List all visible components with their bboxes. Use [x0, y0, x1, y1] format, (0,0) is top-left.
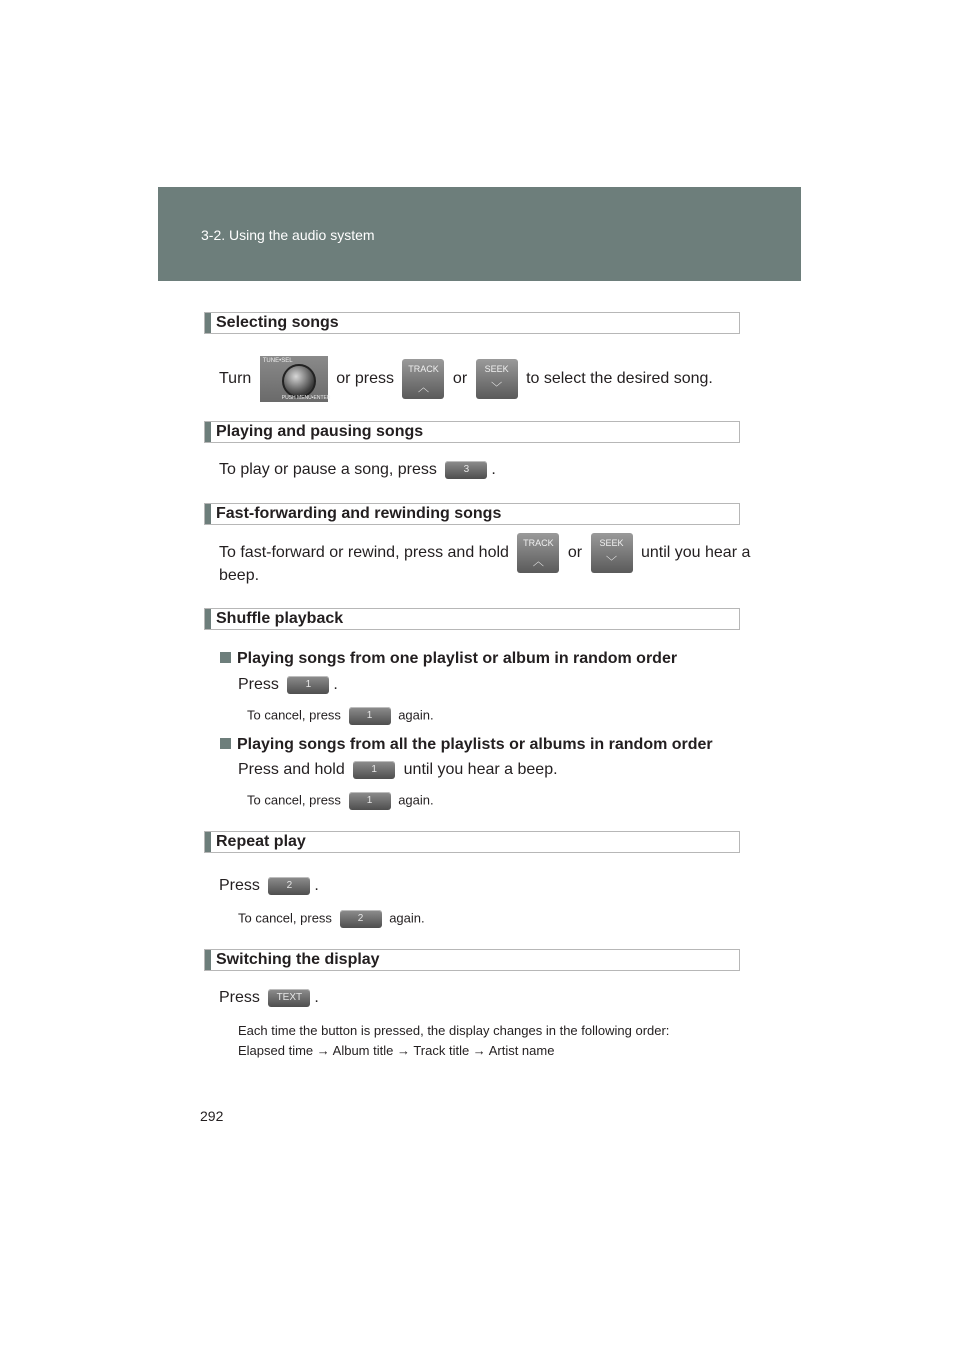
section-shuffle [204, 608, 740, 630]
section-playing-pausing [204, 421, 740, 443]
section-title: Playing and pausing songs [216, 423, 424, 440]
section-title: Switching the display [216, 951, 380, 968]
section-selecting-songs [204, 312, 740, 334]
subheading-all-playlists [220, 736, 713, 754]
instruction-playing [219, 461, 496, 479]
text-ffwd: To fast-forward or rewind, press and hold [219, 544, 509, 562]
key-1-button[interactable]: 1 [287, 676, 329, 694]
note-display-order-2: Elapsed time → Album title → Track title → Artist name [238, 1043, 555, 1058]
section-title: Fast-forwarding and rewinding songs [216, 505, 502, 522]
subheading-text: Playing songs from one playlist or album in random order [237, 650, 678, 667]
square-bullet-icon [220, 652, 231, 663]
seek-label: SEEK [484, 364, 509, 374]
text-until: until you hear a [640, 544, 751, 562]
section-switching-display [204, 949, 740, 971]
seek-button[interactable] [476, 359, 518, 399]
knob-dial-icon [282, 364, 316, 398]
track-label: TRACK [408, 364, 439, 374]
instruction-ffwd [219, 533, 750, 573]
chevron-down-icon: ﹀ [491, 382, 503, 394]
key-2-button[interactable]: 2 [268, 877, 310, 895]
track-label: TRACK [523, 538, 554, 548]
text-until-beep: until you hear a beep. [403, 761, 558, 779]
text-button[interactable]: TEXT [268, 989, 310, 1007]
key-3-button[interactable]: 3 [445, 461, 487, 479]
text-cancel: To cancel, press [238, 910, 332, 926]
seek-button[interactable] [591, 533, 633, 573]
note-cancel-shuffle-all [247, 792, 434, 810]
section-title: Shuffle playback [216, 610, 344, 627]
text-dot: . [314, 989, 319, 1007]
text-beep: beep. [219, 567, 260, 584]
note-cancel-shuffle [247, 707, 434, 725]
text-play-pause: To play or pause a song, press [219, 461, 437, 479]
instruction-selecting [219, 356, 713, 402]
knob-label: TUNE•SEL [262, 358, 293, 364]
key-1-button[interactable]: 1 [349, 792, 391, 810]
key-2-button[interactable]: 2 [340, 910, 382, 928]
instruction-display [219, 989, 319, 1007]
section-title: Selecting songs [216, 314, 339, 331]
track-button[interactable] [517, 533, 559, 573]
text-or-press: or press [336, 370, 395, 388]
tune-sel-knob[interactable] [260, 356, 331, 402]
text-press-hold: Press and hold [238, 761, 345, 779]
chevron-up-icon: ︿ [417, 382, 429, 394]
instruction-repeat [219, 877, 319, 895]
text-or: or [567, 544, 583, 562]
section-repeat [204, 831, 740, 853]
square-bullet-icon [220, 738, 231, 749]
key-1-button[interactable]: 1 [349, 707, 391, 725]
text-press: Press [219, 989, 260, 1007]
knob-sublabel: PUSH MENU•ENTER [281, 395, 331, 401]
chevron-down-icon: ﹀ [606, 556, 618, 568]
page-number: 292 [200, 1108, 224, 1124]
note-display-order-1: Each time the button is pressed, the display changes in the following order: [238, 1023, 670, 1038]
text-select-song: to select the desired song. [526, 370, 713, 388]
text-dot: . [314, 877, 319, 895]
text-again: again. [389, 910, 425, 926]
text-again: again. [398, 707, 434, 723]
text-dot: . [333, 676, 338, 694]
subheading-one-playlist [220, 650, 677, 668]
text-cancel: To cancel, press [247, 707, 341, 723]
track-button[interactable] [402, 359, 444, 399]
text-again: again. [398, 792, 434, 808]
chapter-header [158, 187, 801, 281]
note-cancel-repeat [238, 910, 425, 928]
instruction-shuffle-hold [238, 761, 558, 779]
text-turn: Turn [219, 370, 252, 388]
text-or: or [452, 370, 468, 388]
seek-label: SEEK [599, 538, 624, 548]
section-fast-forward [204, 503, 740, 525]
instruction-shuffle-press [238, 676, 338, 694]
subheading-text: Playing songs from all the playlists or albums in random order [237, 736, 713, 753]
text-press: Press [219, 877, 260, 895]
text-cancel: To cancel, press [247, 792, 341, 808]
key-1-button[interactable]: 1 [353, 761, 395, 779]
section-title: Repeat play [216, 833, 306, 850]
text-dot: . [491, 461, 496, 479]
text-press: Press [238, 676, 279, 694]
chevron-up-icon: ︿ [532, 556, 544, 568]
breadcrumb: 3-2. Using the audio system [201, 227, 375, 243]
